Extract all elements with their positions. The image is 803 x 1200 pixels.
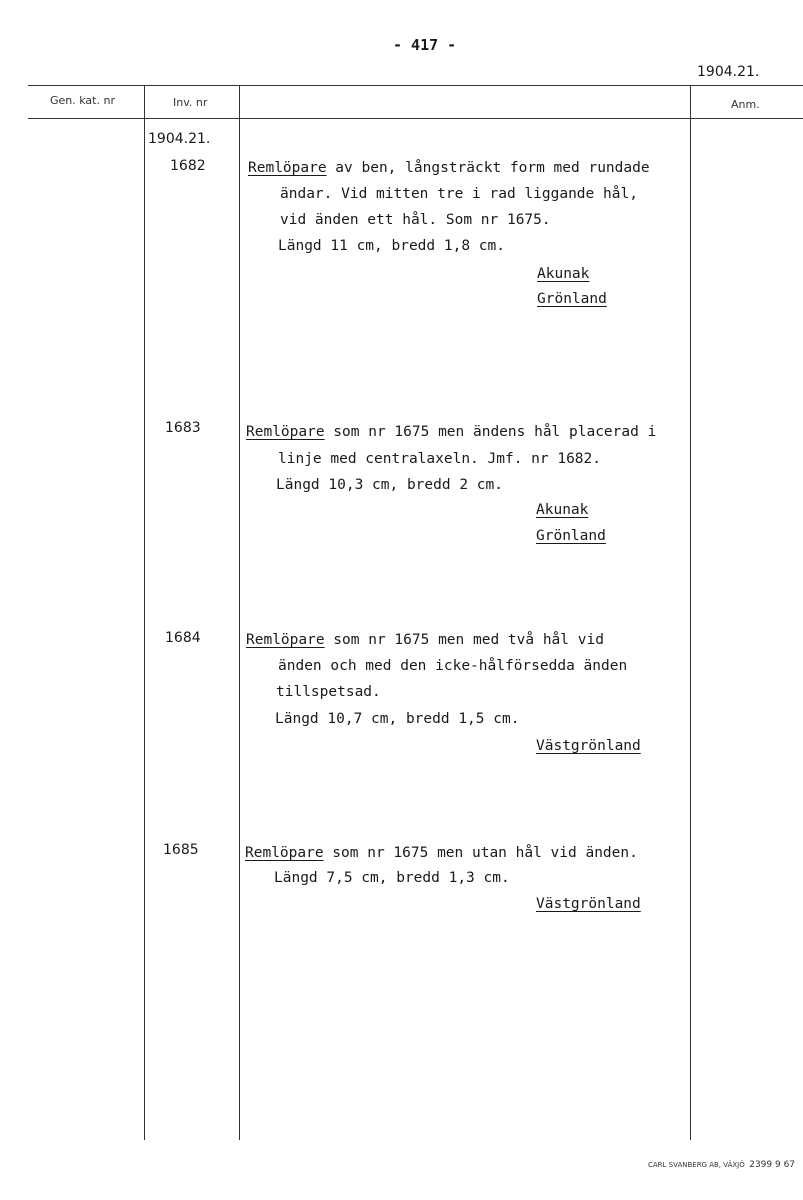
entry-line-3: tillspetsad. bbox=[276, 684, 381, 700]
inv-number: 1683 bbox=[165, 420, 201, 436]
inv-number: 1682 bbox=[170, 158, 206, 174]
entry-line-2: ändar. Vid mitten tre i rad liggande hål, bbox=[280, 186, 638, 202]
entry-line-1: Remlöpare som nr 1675 men med två hål vid bbox=[246, 632, 604, 648]
header-inv-nr: Inv. nr bbox=[173, 96, 208, 109]
place-label: Västgrönland bbox=[536, 738, 641, 754]
entry-term: Remlöpare bbox=[246, 424, 325, 440]
entry-line-2: änden och med den icke-hålförsedda änden bbox=[278, 658, 628, 674]
inv-number: 1684 bbox=[165, 630, 201, 646]
place-label: Akunak bbox=[537, 266, 590, 282]
entry-line-4: Längd 11 cm, bredd 1,8 cm. bbox=[278, 238, 505, 254]
inv-number: 1685 bbox=[163, 842, 199, 858]
entry-term: Remlöpare bbox=[245, 845, 324, 861]
inv-column-start: 1904.21. bbox=[148, 131, 211, 147]
footer-code: 2399 9 67 bbox=[749, 1160, 796, 1170]
column-divider-1 bbox=[144, 85, 145, 1140]
page-number: - 417 - bbox=[393, 36, 457, 54]
entry-line-1: Remlöpare som nr 1675 men utan hål vid änden. bbox=[245, 845, 638, 861]
top-right-label: 1904.21. bbox=[697, 64, 760, 80]
place-label: Grönland bbox=[537, 291, 607, 307]
footer-printer: CARL SVANBERG AB, VÄXJÖ 2399 9 67 bbox=[648, 1160, 796, 1170]
entry-line-3: vid änden ett hål. Som nr 1675. bbox=[280, 212, 551, 228]
place-label: Västgrönland bbox=[536, 896, 641, 912]
entry-line-2: Längd 7,5 cm, bredd 1,3 cm. bbox=[274, 870, 510, 886]
header-anm: Anm. bbox=[731, 98, 760, 111]
place-label: Akunak bbox=[536, 502, 589, 518]
place-label: Grönland bbox=[536, 528, 606, 544]
entry-line-1: Remlöpare som nr 1675 men ändens hål placerad i bbox=[246, 424, 657, 440]
entry-line-2: linje med centralaxeln. Jmf. nr 1682. bbox=[278, 451, 602, 467]
entry-line-3: Längd 10,3 cm, bredd 2 cm. bbox=[276, 477, 503, 493]
entry-line-1: Remlöpare av ben, långsträckt form med rundade bbox=[248, 160, 650, 176]
column-divider-2 bbox=[239, 85, 240, 1140]
entry-line-4: Längd 10,7 cm, bredd 1,5 cm. bbox=[275, 711, 520, 727]
column-divider-3 bbox=[690, 85, 691, 1140]
entry-term: Remlöpare bbox=[246, 632, 325, 648]
header-gen-kat-nr: Gen. kat. nr bbox=[50, 94, 115, 107]
entry-term: Remlöpare bbox=[248, 160, 327, 176]
